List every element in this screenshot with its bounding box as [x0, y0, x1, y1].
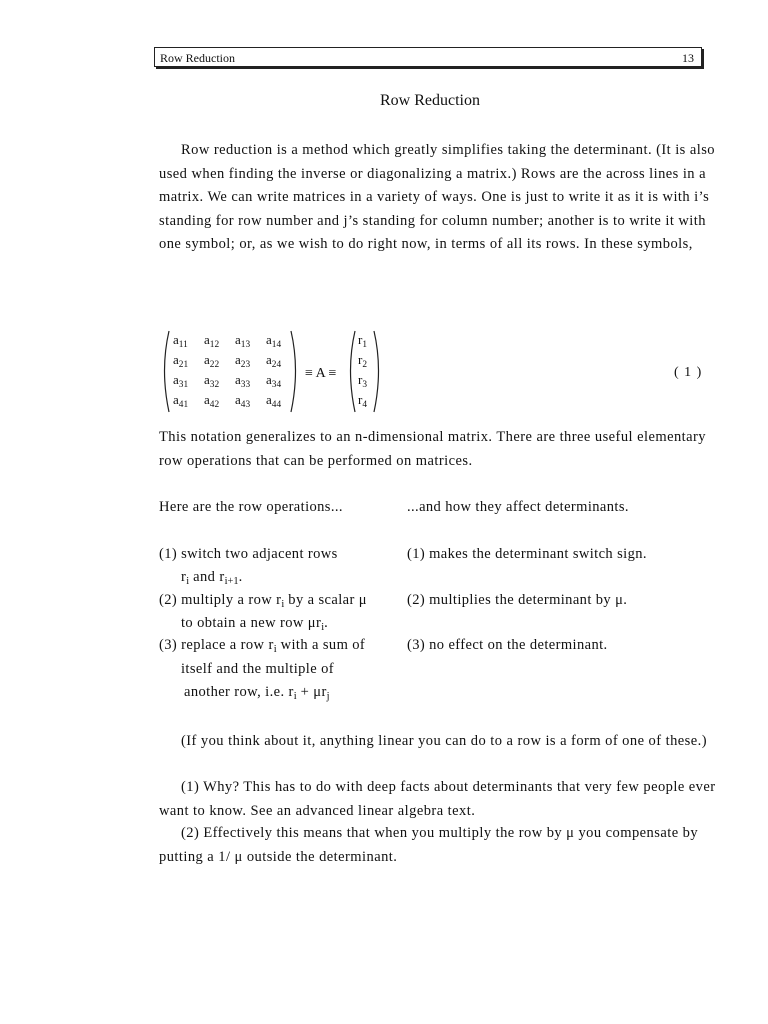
matrix-entry: $a_{24}$ [266, 352, 282, 370]
note-paragraph-2: (1) Why? This has to do with deep facts about determinants that very few people ever want to know. See an advanced linear algebra text. [159, 779, 716, 819]
equation-number: ( 1 ) [674, 365, 703, 380]
op1-effect: (1) makes the determinant switch sign. [407, 546, 647, 562]
equivalence-symbols: ≡ A ≡ [305, 366, 337, 381]
page-header [154, 47, 702, 67]
op3-line3: another row, i.e. $r_i + \mu r_j$ [184, 684, 330, 703]
matrix-entry: $a_{31}$ [173, 372, 189, 390]
op3-effect: (3) no effect on the determinant. [407, 637, 608, 653]
section-title: Row Reduction [380, 92, 480, 109]
matrix-entry: $a_{13}$ [235, 332, 251, 350]
matrix-entry: $a_{43}$ [235, 392, 251, 410]
matrix-entry: $a_{23}$ [235, 352, 251, 370]
matrix-entry: $a_{32}$ [204, 372, 220, 390]
matrix-entry: $a_{34}$ [266, 372, 282, 390]
op3-line1: (3) replace a row $r_i$ with a sum of [159, 637, 366, 656]
matrix-entry: $a_{21}$ [173, 352, 189, 370]
matrix-entry: $a_{42}$ [204, 392, 220, 410]
op3-line2: itself and the multiple of [181, 661, 334, 677]
left-column-header: Here are the row operations... [159, 499, 343, 515]
header-title: Row Reduction [160, 51, 235, 65]
matrix-entry: $a_{22}$ [204, 352, 220, 370]
intro-paragraph: Row reduction is a method which greatly simplifies taking the determinant. (It is also used when finding the inverse or diagonalizing a matrix.) Rows are the across lines in a matrix. We can write matrices in a variety of ways. One is just to write it as it is with i’s standing for row number and j’s standing for column number; another is to write it with one symbol; or, as we wish to do right now, in terms of all its rows. In these symbols, [159, 142, 716, 252]
op1-line2: $r_i$ and $r_{i+1}$. [181, 569, 243, 588]
row-entry: $r_1$ [358, 332, 368, 350]
op1-line1: (1) switch two adjacent rows [159, 546, 338, 562]
matrix-entry: $a_{33}$ [235, 372, 251, 390]
op2-line2: to obtain a new row $\mu r_i$. [181, 615, 329, 634]
op2-effect: (2) multiplies the determinant by μ. [407, 592, 628, 608]
matrix-entry: $a_{44}$ [266, 392, 282, 410]
matrix-entry: $a_{12}$ [204, 332, 220, 350]
row-entry: $r_3$ [358, 372, 368, 390]
notation-paragraph: This notation generalizes to an n-dimensional matrix. There are three useful elementary row operations that can be performed on matrices. [159, 429, 706, 469]
op2-line1: (2) multiply a row $r_i$ by a scalar μ [159, 592, 367, 611]
matrix-entry: $a_{41}$ [173, 392, 189, 410]
row-entry: $r_4$ [358, 392, 368, 410]
note-paragraph-3: (2) Effectively this means that when you multiply the row by μ you compensate by putting a 1/ μ outside the determinant. [159, 825, 699, 865]
note-paragraph-1: (If you think about it, anything linear you can do to a row is a form of one of these.) [181, 733, 707, 749]
matrix-entry: $a_{14}$ [266, 332, 282, 350]
page-number: 13 [682, 51, 694, 65]
row-entry: $r_2$ [358, 352, 368, 370]
right-column-header: ...and how they affect determinants. [407, 499, 629, 515]
matrix-entry: $a_{11}$ [173, 332, 188, 350]
